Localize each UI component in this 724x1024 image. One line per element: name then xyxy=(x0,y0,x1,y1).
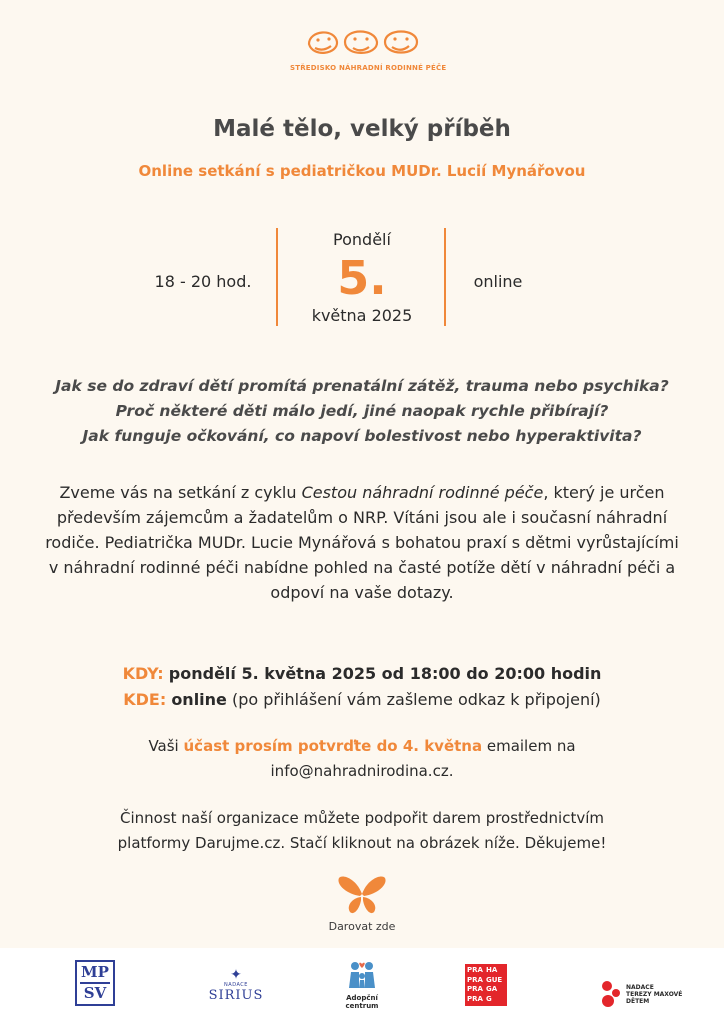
praha-text: G xyxy=(486,994,492,1003)
dots-icon xyxy=(600,979,622,1009)
praha-text: GA xyxy=(486,985,498,993)
organization-name: STŘEDISKO NÁHRADNÍ RODINNÉ PÉČE xyxy=(290,64,447,72)
rsvp-prefix: Vaši xyxy=(148,737,184,755)
donate-button[interactable] xyxy=(312,872,412,933)
event-day-name: Pondělí xyxy=(333,230,391,249)
sirius-star-icon: ✦ xyxy=(230,967,242,983)
donate-label: Darovat zde xyxy=(328,920,396,933)
event-day-number: 5. xyxy=(337,251,387,305)
adopce-line-1: Adopční xyxy=(346,994,378,1002)
intro-text-rest: , který je určen především zájemcům a žadatelům o NRP. Vítáni jsou ale i současní náhradní rodiče. Pediatrička MUDr. Lucie Mynářová s bohatou praxí s dětmi vyrůstajícími v náhradní rodinné péči nabídne pohled na časté potíže dětí v náhradní péči a odpoví na vaše dotazy. xyxy=(45,483,679,602)
support-line-2: platformy Darujme.cz. Stačí kliknout na obrázek níže. Děkujeme! xyxy=(117,834,607,852)
rsvp-email: info@nahradnirodina.cz. xyxy=(270,762,454,780)
when-value: pondělí 5. května 2025 od 18:00 do 20:00 hodin xyxy=(168,664,602,683)
support-line-1: Činnost naší organizace můžete podpořit darem prostřednictvím xyxy=(120,809,604,827)
where-note: (po přihlášení vám zašleme odkaz k připojení) xyxy=(232,690,601,709)
when-label: KDY: xyxy=(122,664,164,683)
nadace-line-2: TEREZY MAXOVÉ xyxy=(626,990,683,998)
where-value: online xyxy=(171,690,227,709)
praha-text: PRA xyxy=(467,966,483,974)
nadace-line-3: DĚTEM xyxy=(626,997,650,1005)
faces-logo-icon xyxy=(303,22,423,62)
nadace-line-1: NADACE xyxy=(626,983,654,991)
when-line xyxy=(0,662,724,686)
sirius-logo xyxy=(208,968,264,1020)
praha-text: HA xyxy=(486,966,498,974)
family-icon xyxy=(345,960,379,990)
event-time: 18 - 20 hod. xyxy=(154,272,252,291)
butterfly-icon xyxy=(336,872,388,916)
question-item: Jak se do zdraví dětí promítá prenatální zátěž, trauma nebo psychika? xyxy=(55,377,669,395)
praha-text: PRA xyxy=(467,994,483,1003)
event-place: online xyxy=(473,272,523,291)
sirius-big: SIRIUS xyxy=(208,988,264,1003)
rsvp-deadline: účast prosím potvrďte do 4. května xyxy=(183,737,483,755)
intro-text-start: Zveme vás na setkání z cyklu xyxy=(59,483,302,502)
mpsv-top: MP xyxy=(81,963,109,981)
organization-logo xyxy=(290,22,447,84)
support-block xyxy=(0,806,724,856)
rsvp-block xyxy=(0,734,724,784)
series-name: Cestou náhradní rodinné péče xyxy=(301,483,544,502)
divider-right xyxy=(444,228,446,326)
adopce-logo xyxy=(338,960,386,1012)
sirius-small: NADACE xyxy=(224,982,248,988)
questions-block xyxy=(20,374,704,449)
page-title: Malé tělo, velký příběh xyxy=(213,116,511,142)
question-item: Proč některé děti málo jedí, jiné naopak rychle přibírají? xyxy=(115,402,609,420)
event-month-year: května 2025 xyxy=(311,306,413,325)
praha-text: PRA xyxy=(467,975,483,984)
divider-left xyxy=(276,228,278,326)
question-item: Jak funguje očkování, co napoví bolestivost nebo hyperaktivita? xyxy=(82,427,642,445)
where-line xyxy=(0,688,724,712)
mpsv-bottom: SV xyxy=(83,984,107,1002)
page-subtitle: Online setkání s pediatričkou MUDr. Lucií Mynářovou xyxy=(138,162,586,180)
adopce-line-2: centrum xyxy=(345,1002,379,1010)
mpsv-logo xyxy=(75,960,115,1006)
nadace-logo xyxy=(600,968,690,1020)
rsvp-suffix: emailem na xyxy=(482,737,576,755)
praha-logo xyxy=(465,964,507,1006)
intro-paragraph xyxy=(40,480,684,605)
praha-text: PRA xyxy=(467,985,483,993)
nadace-text xyxy=(626,984,682,1005)
praha-text: GUE xyxy=(486,975,503,984)
where-label: KDE: xyxy=(123,690,167,709)
